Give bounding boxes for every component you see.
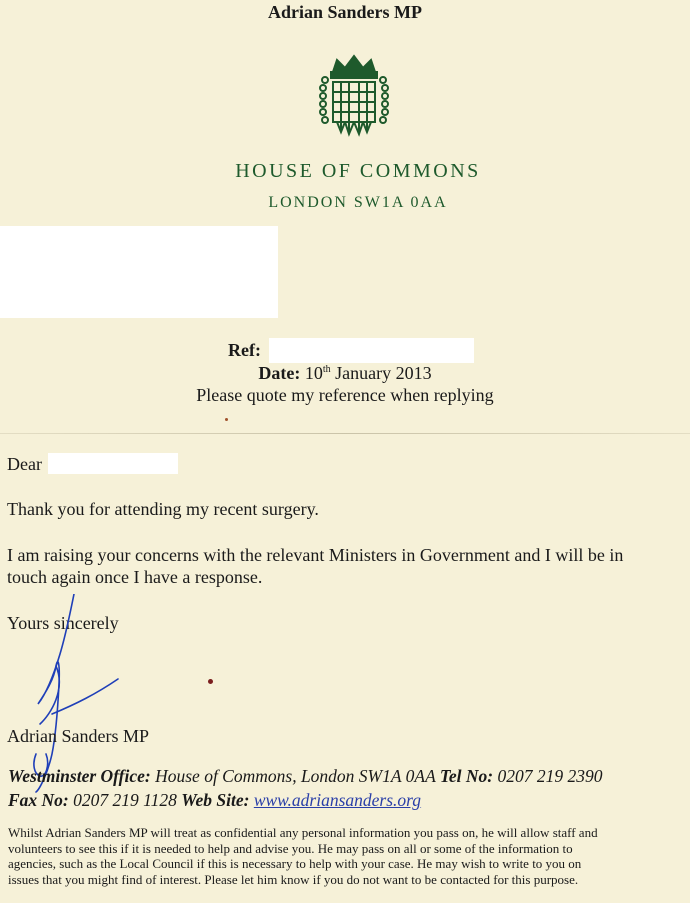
closing: Yours sincerely [7,613,119,633]
paper-fold-line [0,433,690,434]
fax-web-line [8,790,421,811]
disclaimer-line: agencies, such as the Local Council if this is necessary to help with your case. He may wish to write to you on [8,856,582,871]
date-line [0,363,690,384]
tel-label: Tel No: [439,766,494,786]
letterhead-mp-name: Adrian Sanders MP [267,2,422,22]
letterhead-address: LONDON SW1A 0AA [268,194,448,211]
redacted-recipient-name [48,453,178,474]
ink-speck [225,418,228,421]
salutation: Dear [7,454,42,474]
disclaimer-line: Whilst Adrian Sanders MP will treat as confidential any personal information you pass on, he will allow staff and [8,825,598,840]
ink-speck [208,679,213,684]
redacted-reference [269,338,474,363]
disclaimer-line: volunteers to see this if it is needed to help and advise you. He may pass on all or some of the information to [8,840,573,856]
signatory-name: Adrian Sanders MP [7,726,149,746]
handwritten-signature [26,594,136,794]
ref-label: Ref: [228,340,261,360]
quote-reference-note: Please quote my reference when replying [196,385,494,405]
privacy-disclaimer [8,825,684,887]
date-month-year: January 2013 [335,363,432,383]
website-link[interactable]: www.adriansanders.org [253,790,422,810]
fax-label: Fax No: [8,790,69,810]
office-address: House of Commons, London SW1A 0AA [155,766,436,786]
date-day: 10 [304,363,323,383]
house-of-commons-title: HOUSE OF COMMONS [235,160,481,182]
date-label: Date: [258,363,301,383]
web-label: Web Site: [181,790,250,810]
paragraph-thanks: Thank you for attending my recent surgery. [7,499,319,519]
office-line [8,766,603,787]
tel-number: 0207 219 2390 [497,766,603,786]
paragraph-concerns-line-1: I am raising your concerns with the relevant Ministers in Government and I will be in [7,545,624,565]
office-label: Westminster Office: [8,766,151,786]
date-suffix: th [322,364,331,375]
portcullis-crest-icon [315,50,393,140]
redacted-recipient-address [0,226,278,318]
fax-number: 0207 219 1128 [73,790,177,810]
disclaimer-line: issues that you might find of interest. Please let him know if you do not want to be contacted for this purpose. [8,871,579,887]
paragraph-concerns-line-2: touch again once I have a response. [7,567,263,587]
